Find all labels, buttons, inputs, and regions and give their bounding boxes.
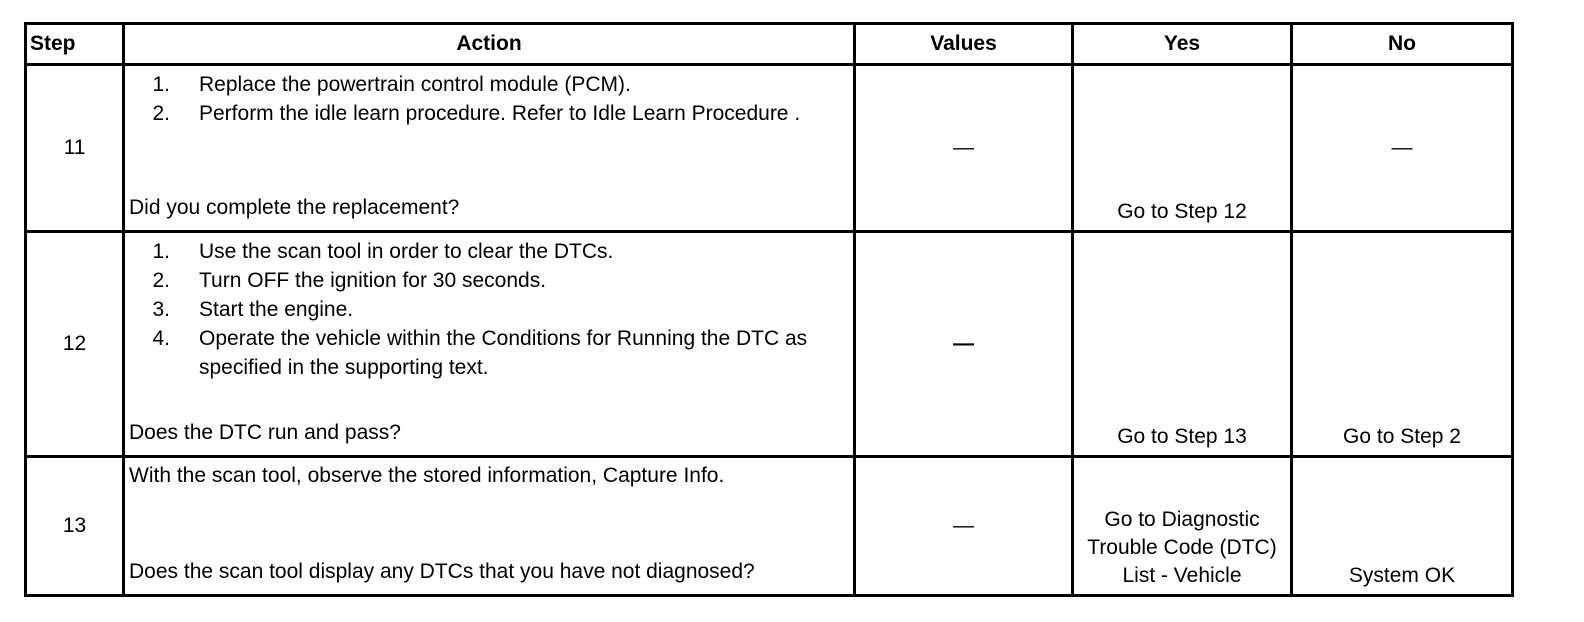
value-text: — (953, 136, 974, 159)
instruction-number: 3. (152, 298, 170, 321)
header-values: Values (855, 24, 1073, 65)
no-text: — (1391, 136, 1413, 159)
instruction-item (125, 266, 853, 295)
yes-text: Go to Diagnostic Trouble Code (DTC) List - Vehicle (1087, 508, 1277, 587)
values-cell (855, 457, 1073, 596)
instruction-text: Operate the vehicle within the Conditions for Running the DTC as specified in the supporting text. (199, 327, 808, 379)
instruction-item (125, 99, 853, 128)
instruction-number: 4. (152, 327, 170, 350)
instruction-text: Start the engine. (199, 298, 354, 321)
instruction-list (125, 233, 853, 382)
header-yes: Yes (1073, 24, 1292, 65)
instruction-text: With the scan tool, observe the stored information, Capture Info. (129, 464, 725, 487)
instruction-item (125, 237, 853, 266)
instruction-item (125, 324, 853, 382)
step-number: 12 (26, 232, 124, 457)
instruction-number: 1. (152, 240, 170, 263)
yes-cell: Go to Step 12 (1073, 65, 1292, 232)
instruction-text: Replace the powertrain control module (PCM). (199, 73, 631, 96)
instruction-text: Perform the idle learn procedure. Refer to Idle Learn Procedure . (199, 102, 801, 125)
value-text: — (953, 332, 974, 355)
yes-cell (1073, 457, 1292, 596)
question-text: Did you complete the replacement? (129, 196, 460, 219)
yes-cell: Go to Step 13 (1073, 232, 1292, 457)
values-cell (855, 65, 1073, 232)
instruction-number: 2. (152, 102, 170, 125)
diagnostic-table (24, 22, 1514, 597)
header-no: No (1292, 24, 1513, 65)
instruction-item (125, 295, 853, 324)
header-action: Action (124, 24, 855, 65)
instruction-item (125, 70, 853, 99)
question-text: Does the scan tool display any DTCs that you have not diagnosed? (129, 560, 755, 583)
action-cell (124, 65, 855, 232)
no-cell: System OK (1292, 457, 1513, 596)
table-row-step-11 (26, 65, 1513, 232)
table-row-step-13 (26, 457, 1513, 596)
instruction-number: 2. (152, 269, 170, 292)
no-cell (1292, 65, 1513, 232)
values-cell (855, 232, 1073, 457)
no-cell: Go to Step 2 (1292, 232, 1513, 457)
step-number: 13 (26, 457, 124, 596)
header-step: Step (26, 24, 124, 65)
instruction-list (125, 66, 853, 128)
header-row (26, 24, 1513, 65)
action-cell (124, 457, 855, 596)
action-cell (124, 232, 855, 457)
table-row-step-12 (26, 232, 1513, 457)
instruction-text: Use the scan tool in order to clear the DTCs. (199, 240, 614, 263)
value-text: — (953, 514, 974, 537)
step-number: 11 (26, 65, 124, 232)
instruction-number: 1. (152, 73, 170, 96)
question-text: Does the DTC run and pass? (129, 421, 401, 444)
instruction-text: Turn OFF the ignition for 30 seconds. (199, 269, 547, 292)
